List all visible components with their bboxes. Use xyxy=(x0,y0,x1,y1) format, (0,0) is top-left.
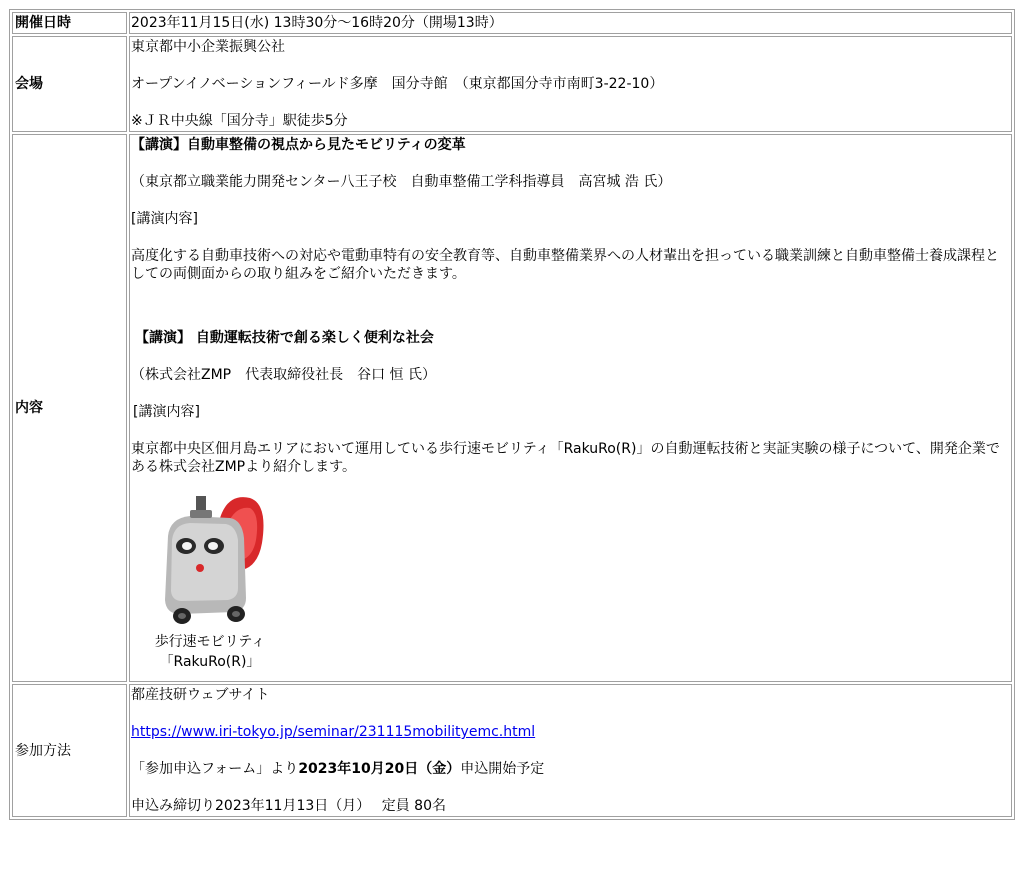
venue-org: 東京都中小企業振興公社 xyxy=(131,39,285,55)
lecture1-section: [講演内容] xyxy=(131,211,198,227)
content-cell xyxy=(129,134,1012,682)
content-label: 内容 xyxy=(12,134,127,682)
rakuro-caption-line1: 歩行速モビリティ xyxy=(154,634,266,650)
lecture1-description: 高度化する自動車技術への対応や電動車特有の安全教育等、自動車整備業界への人材輩出を担っている職業訓練と自動車整備士養成課程としての両側面からの取り組みをご紹介いただきます。 xyxy=(131,248,999,282)
venue-label: 会場 xyxy=(12,36,127,132)
rakuro-caption xyxy=(131,632,289,672)
participation-site: 都産技研ウェブサイト xyxy=(131,687,270,703)
participation-deadline: 申込み締切り2023年11月13日（月） 定員 80名 xyxy=(131,798,446,814)
event-info-table xyxy=(9,9,1015,820)
venue-cell xyxy=(129,36,1012,132)
rakuro-figure xyxy=(131,488,289,672)
lecture2-section: [講演内容] xyxy=(133,404,200,420)
rakuro-caption-line2: 「RakuRo(R)」 xyxy=(159,654,261,670)
venue-place: オープンイノベーションフィールド多摩 国分寺館 （東京都国分寺市南町3-22-10） xyxy=(131,76,664,92)
rakuro-robot-image xyxy=(150,488,270,628)
lecture2-speaker: （株式会社ZMP 代表取締役社長 谷口 恒 氏） xyxy=(131,367,437,383)
participation-label: 参加方法 xyxy=(12,684,127,817)
participation-row xyxy=(12,684,1012,817)
participation-form xyxy=(131,760,1010,778)
form-date: 2023年10月20日（金） xyxy=(298,761,461,777)
lecture2-description: 東京都中央区佃月島エリアにおいて運用している歩行速モビリティ「RakuRo(R)」の自動運転技術と実証実験の様子について、開発企業である株式会社ZMPより紹介します。 xyxy=(131,441,1000,475)
seminar-link[interactable]: https://www.iri-tokyo.jp/seminar/231115mobilityemc.html xyxy=(131,724,536,740)
venue-access: ※ＪＲ中央線「国分寺」駅徒歩5分 xyxy=(131,113,348,129)
form-prefix: 「参加申込フォーム」より xyxy=(131,761,299,777)
content-row xyxy=(12,134,1012,682)
venue-row xyxy=(12,36,1012,132)
date-row xyxy=(12,12,1012,34)
form-suffix: 申込開始予定 xyxy=(460,761,545,777)
lecture1-title: 【講演】自動車整備の視点から見たモビリティの変革 xyxy=(131,137,466,153)
date-value: 2023年11月15日(水) 13時30分～16時20分（開場13時） xyxy=(129,12,1012,34)
date-label: 開催日時 xyxy=(12,12,127,34)
participation-cell xyxy=(129,684,1012,817)
lecture1-speaker: （東京都立職業能力開発センター八王子校 自動車整備工学科指導員 高宮城 浩 氏） xyxy=(131,174,672,190)
lecture2-title: 【講演】 自動運転技術で創る楽しく便利な社会 xyxy=(135,330,434,346)
